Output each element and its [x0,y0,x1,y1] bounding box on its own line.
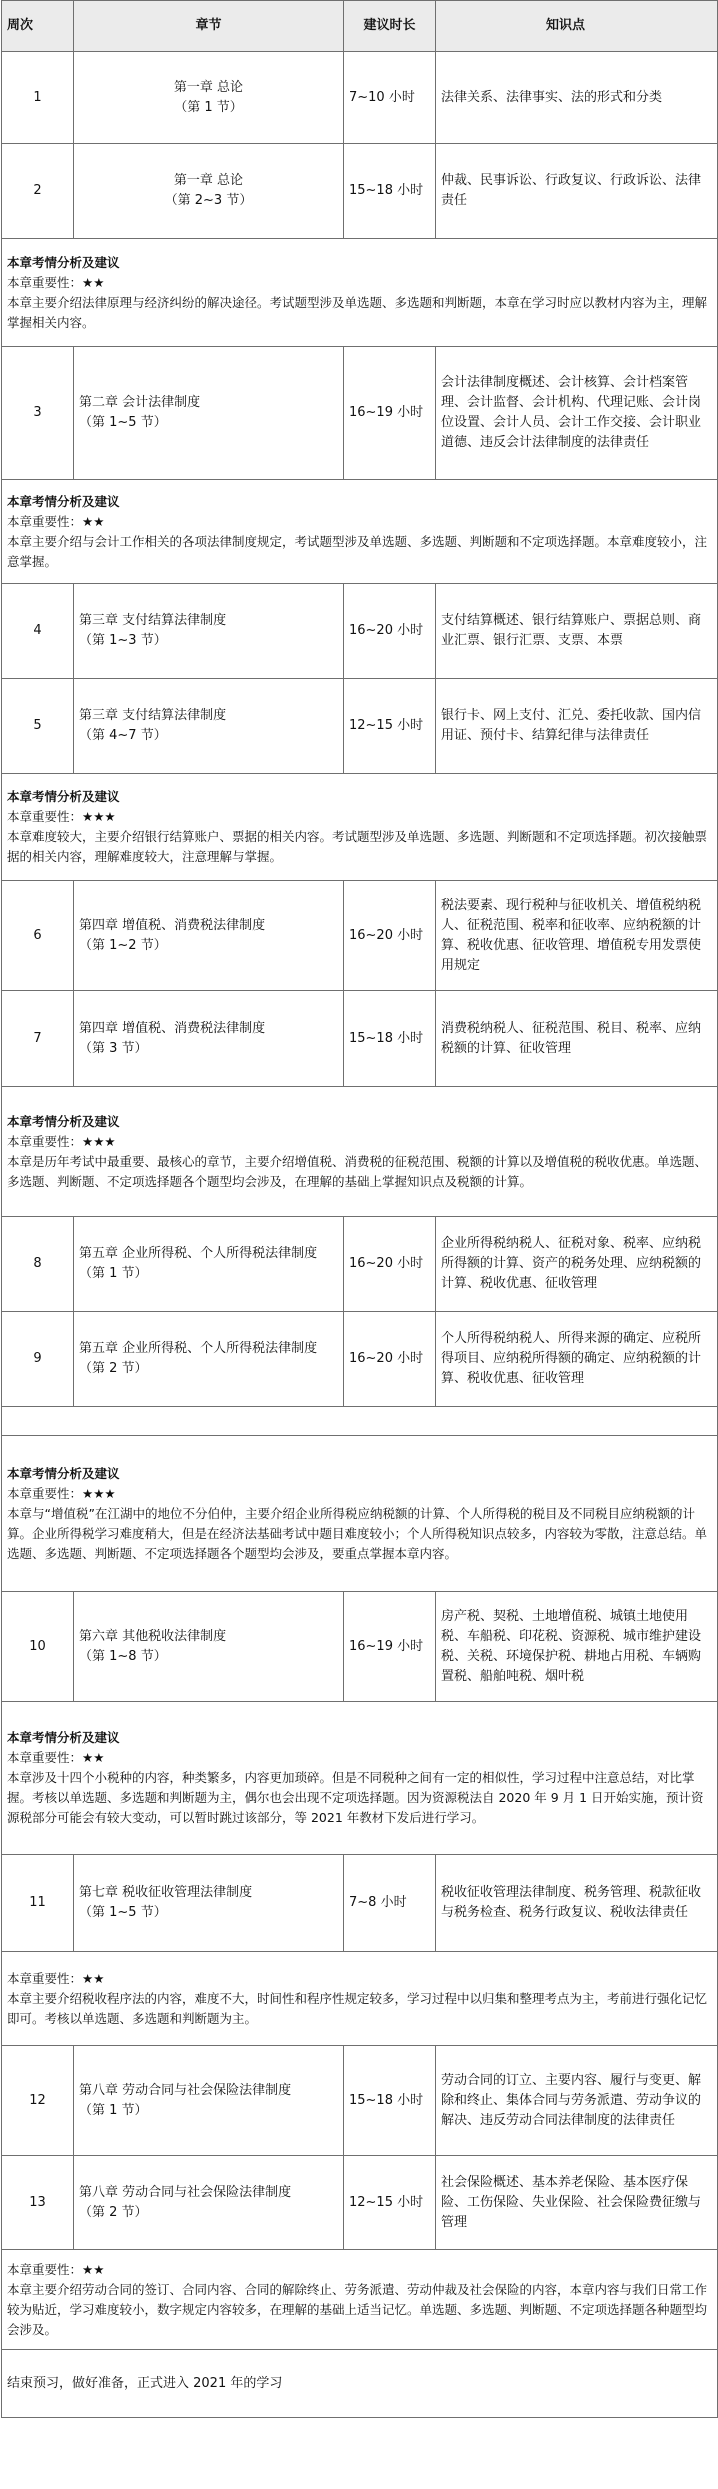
chapter-sections: （第 3 节） [79,1040,148,1056]
chapter-title: 第三章 支付结算法律制度 [79,613,227,628]
week-number: 11 [2,1855,74,1952]
chapter-note [2,1087,718,1217]
points-cell: 个人所得税纳税人、所得来源的确定、应税所得项目、应纳税所得额的确定、应纳税额的计算、税收优惠、征收管理 [436,1312,718,1407]
points-cell: 银行卡、网上支付、汇兑、委托收款、国内信用证、预付卡、结算纪律与法律责任 [436,679,718,774]
header-points: 知识点 [436,1,718,52]
points-cell: 支付结算概述、银行结算账户、票据总则、商业汇票、银行汇票、支票、本票 [436,584,718,679]
week-row [2,584,718,679]
chapter-sections: （第 4~7 节） [79,728,167,743]
week-number: 13 [2,2156,74,2250]
week-row [2,1855,718,1952]
chapter-cell [74,991,344,1087]
chapter-title: 第二章 会计法律制度 [79,395,201,410]
duration-cell: 15~18 小时 [344,144,436,239]
week-row [2,2156,718,2250]
duration-cell: 16~19 小时 [344,347,436,480]
chapter-title: 第八章 劳动合同与社会保险法律制度 [79,2082,292,2098]
duration-cell: 7~8 小时 [344,1855,436,1952]
note-body: 本章主要介绍与会计工作相关的各项法律制度规定，考试题型涉及单选题、多选题、判断题和不定项选择题。本章难度较小，注意掌握。 [7,533,708,569]
chapter-cell [74,1217,344,1312]
week-number: 2 [2,144,74,239]
chapter-note [2,1952,718,2046]
note-importance: 本章重要性：★★ [7,513,105,529]
header-week: 周次 [2,1,74,52]
week-number: 12 [2,2046,74,2156]
points-cell: 企业所得税纳税人、征税对象、税率、应纳税所得额的计算、资产的税务处理、应纳税额的计算、税收优惠、征收管理 [436,1217,718,1312]
chapter-note [2,239,718,347]
week-number: 10 [2,1592,74,1702]
points-cell: 法律关系、法律事实、法的形式和分类 [436,52,718,144]
week-number: 4 [2,584,74,679]
points-cell: 税收征收管理法律制度、税务管理、税款征收与税务检查、税务行政复议、税收法律责任 [436,1855,718,1952]
note-title: 本章考情分析及建议 [7,254,120,270]
note-body: 本章与“增值税”在江湖中的地位不分伯仲，主要介绍企业所得税应纳税额的计算、个人所得税的税目及不同税目应纳税额的计算。企业所得税学习难度稍大，但是在经济法基础考试中题目难度较小；个人所得税知识点较多，内容较为零散，注意总结。单选题、多选题、判断题、不定项选择题各个题型均会涉及，要重点掌握本章内容。 [7,1505,708,1561]
chapter-note-row [2,2250,718,2350]
note-importance: 本章重要性：★★ [7,2261,105,2277]
week-row [2,991,718,1087]
chapter-sections: （第 1~5 节） [79,415,167,430]
duration-cell: 16~20 小时 [344,1312,436,1407]
note-importance: 本章重要性：★★★ [7,1133,116,1149]
chapter-cell [74,347,344,480]
note-importance: 本章重要性：★★★ [7,809,116,824]
chapter-title: 第一章 总论 [173,173,244,188]
chapter-sections: （第 2 节） [79,2204,148,2220]
chapter-sections: （第 2 节） [79,1361,148,1376]
note-body: 本章是历年考试中最重要、最核心的章节，主要介绍增值税、消费税的征税范围、税额的计算以及增值税的税收优惠。单选题、多选题、判断题、不定项选择题各个题型均会涉及，在理解的基础上掌握知识点及税额的计算。 [7,1153,708,1189]
duration-cell: 16~20 小时 [344,584,436,679]
chapter-cell [74,1592,344,1702]
chapter-sections: （第 1~2 节） [79,937,167,953]
week-row [2,679,718,774]
note-body: 本章难度较大，主要介绍银行结算账户、票据的相关内容。考试题型涉及单选题、多选题、判断题和不定项选择题。初次接触票据的相关内容，理解难度较大，注意理解与掌握。 [7,829,708,864]
points-cell: 仲裁、民事诉讼、行政复议、行政诉讼、法律责任 [436,144,718,239]
points-cell: 社会保险概述、基本养老保险、基本医疗保险、工伤保险、失业保险、社会保险费征缴与管理 [436,2156,718,2250]
table-header-row [2,1,718,52]
study-plan-table [1,0,718,2418]
header-duration: 建议时长 [344,1,436,52]
chapter-note [2,1436,718,1592]
week-row [2,347,718,480]
chapter-cell [74,52,344,144]
chapter-cell [74,584,344,679]
note-title: 本章考情分析及建议 [7,1730,120,1745]
chapter-cell [74,1855,344,1952]
points-cell: 税法要素、现行税种与征收机关、增值税纳税人、征税范围、税率和征收率、应纳税额的计算、税收优惠、征收管理、增值税专用发票使用规定 [436,881,718,991]
gap-cell [2,1407,718,1436]
week-number: 8 [2,1217,74,1312]
week-number: 9 [2,1312,74,1407]
chapter-sections: （第 1~8 节） [79,1648,167,1664]
duration-cell: 16~19 小时 [344,1592,436,1702]
chapter-note [2,774,718,881]
chapter-title: 第七章 税收征收管理法律制度 [79,1885,253,1900]
duration-cell: 16~20 小时 [344,1217,436,1312]
chapter-note [2,1702,718,1855]
chapter-sections: （第 1~5 节） [79,1905,167,1920]
points-cell: 房产税、契税、土地增值税、城镇土地使用税、车船税、印花税、资源税、城市维护建设税、关税、环境保护税、耕地占用税、车辆购置税、船舶吨税、烟叶税 [436,1592,718,1702]
chapter-title: 第五章 企业所得税、个人所得税法律制度 [79,1246,318,1261]
note-title: 本章考情分析及建议 [7,789,120,804]
note-body: 本章主要介绍法律原理与经济纠纷的解决途径。考试题型涉及单选题、多选题和判断题，本章在学习时应以教材内容为主，理解掌握相关内容。 [7,294,708,330]
table-gap [2,1407,718,1436]
note-body: 本章主要介绍劳动合同的签订、合同内容、合同的解除终止、劳务派遣、劳动仲裁及社会保险的内容，本章内容与我们日常工作较为贴近，学习难度较小，数字规定内容较多，在理解的基础上适当记忆。单选题、多选题、判断题、不定项选择题各种题型均会涉及。 [7,2281,708,2337]
week-row [2,1592,718,1702]
note-body: 本章主要介绍税收程序法的内容，难度不大，时间性和程序性规定较多，学习过程中以归集和整理考点为主，考前进行强化记忆即可。考核以单选题、多选题和判断题为主。 [7,1990,708,2026]
duration-cell: 15~18 小时 [344,2046,436,2156]
chapter-cell [74,679,344,774]
chapter-note [2,480,718,584]
chapter-sections: （第 1~3 节） [79,633,167,648]
chapter-note-row [2,480,718,584]
duration-cell: 12~15 小时 [344,2156,436,2250]
note-importance: 本章重要性：★★ [7,274,105,290]
chapter-title: 第八章 劳动合同与社会保险法律制度 [79,2184,292,2200]
week-row [2,1217,718,1312]
footer-note: 结束预习，做好准备，正式进入 2021 年的学习 [2,2350,718,2418]
week-row [2,144,718,239]
chapter-title: 第五章 企业所得税、个人所得税法律制度 [79,1341,318,1356]
chapter-title: 第四章 增值税、消费税法律制度 [79,1020,266,1036]
note-title: 本章考情分析及建议 [7,1465,120,1481]
chapter-note-row [2,774,718,881]
chapter-note-row [2,1952,718,2046]
chapter-title: 第三章 支付结算法律制度 [79,708,227,723]
note-importance: 本章重要性：★★★ [7,1485,116,1501]
chapter-cell [74,1312,344,1407]
chapter-cell [74,2046,344,2156]
duration-cell: 7~10 小时 [344,52,436,144]
week-number: 3 [2,347,74,480]
week-number: 7 [2,991,74,1087]
duration-cell: 15~18 小时 [344,991,436,1087]
chapter-note-row [2,239,718,347]
week-number: 6 [2,881,74,991]
chapter-title: 第六章 其他税收法律制度 [79,1628,227,1644]
duration-cell: 16~20 小时 [344,881,436,991]
week-row [2,52,718,144]
week-number: 1 [2,52,74,144]
week-row [2,2046,718,2156]
chapter-sections: （第 2~3 节） [164,193,253,208]
chapter-note [2,2250,718,2350]
chapter-cell [74,2156,344,2250]
note-title: 本章考情分析及建议 [7,493,120,509]
chapter-note-row [2,1087,718,1217]
chapter-sections: （第 1 节） [174,99,243,115]
week-row [2,1312,718,1407]
week-number: 5 [2,679,74,774]
duration-cell: 12~15 小时 [344,679,436,774]
note-importance: 本章重要性：★★ [7,1970,105,1986]
chapter-sections: （第 1 节） [79,1266,148,1281]
note-body: 本章涉及十四个小税种的内容，种类繁多，内容更加琐碎。但是不同税种之间有一定的相似性，学习过程中注意总结，对比掌握。考核以单选题、多选题和判断题为主，偶尔也会出现不定项选择题。因为资源税法自 2020 年 9 月 1 日开始实施，预计资源税部分可能会有较大变动，可以暂时跳过该部分，等 2021 年教材下发后进行学习。 [7,1770,704,1825]
points-cell: 劳动合同的订立、主要内容、履行与变更、解除和终止、集体合同与劳务派遣、劳动争议的解决、违反劳动合同法律制度的法律责任 [436,2046,718,2156]
points-cell: 消费税纳税人、征税范围、税目、税率、应纳税额的计算、征收管理 [436,991,718,1087]
header-chapter: 章节 [74,1,344,52]
chapter-sections: （第 1 节） [79,2102,148,2118]
footer-row [2,2350,718,2418]
points-cell: 会计法律制度概述、会计核算、会计档案管理、会计监督、会计机构、代理记账、会计岗位设置、会计人员、会计工作交接、会计职业道德、违反会计法律制度的法律责任 [436,347,718,480]
note-importance: 本章重要性：★★ [7,1750,105,1765]
note-title: 本章考情分析及建议 [7,1113,120,1129]
chapter-title: 第一章 总论 [173,79,244,95]
week-row [2,881,718,991]
chapter-cell [74,144,344,239]
chapter-note-row [2,1436,718,1592]
chapter-title: 第四章 增值税、消费税法律制度 [79,917,266,933]
chapter-cell [74,881,344,991]
chapter-note-row [2,1702,718,1855]
